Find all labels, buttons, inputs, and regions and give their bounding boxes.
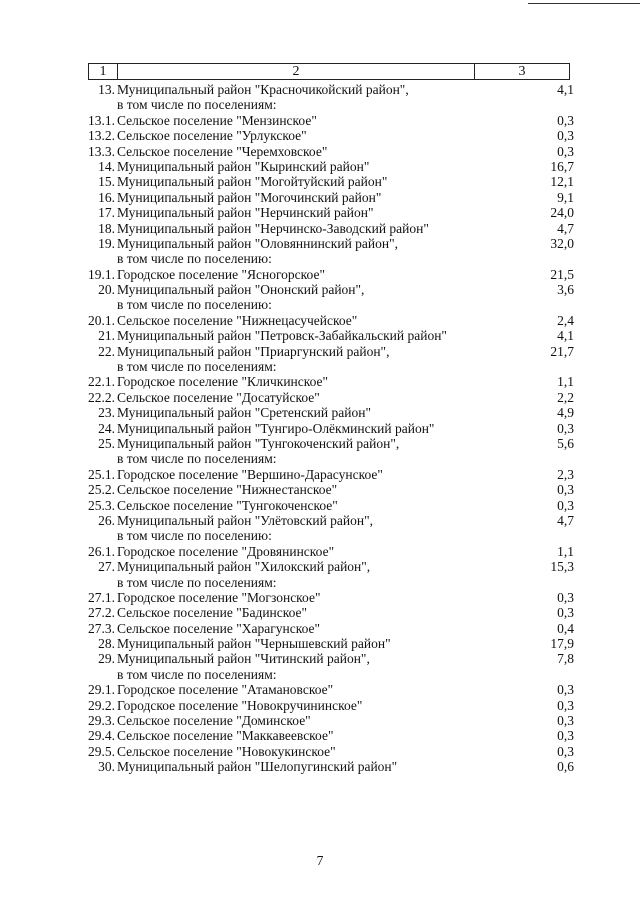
row-name: Муниципальный район "Оловяннинский район", xyxy=(117,235,399,251)
table-row xyxy=(0,421,640,436)
table-row xyxy=(0,344,640,359)
row-number: 30. xyxy=(98,759,115,775)
page-number: 7 xyxy=(316,853,324,868)
row-number: 22. xyxy=(98,343,115,359)
row-value: 16,7 xyxy=(550,158,574,174)
table-row xyxy=(0,282,640,297)
row-value: 0,3 xyxy=(557,112,574,128)
table-row xyxy=(0,759,640,774)
row-name: Муниципальный район "Сретенский район" xyxy=(117,405,371,421)
row-number: 13. xyxy=(98,82,115,97)
row-number: 21. xyxy=(98,328,115,344)
row-name: в том числе по поселениям: xyxy=(117,666,277,682)
row-value: 3,6 xyxy=(557,282,574,298)
table-row xyxy=(0,113,640,128)
row-name: в том числе по поселениям: xyxy=(117,574,277,590)
row-value: 5,6 xyxy=(557,435,574,451)
row-value: 0,3 xyxy=(557,482,574,498)
row-number: 15. xyxy=(98,174,115,190)
row-value: 17,9 xyxy=(550,636,574,652)
row-value: 1,1 xyxy=(557,543,574,559)
table-body xyxy=(0,82,640,775)
row-name: Сельское поселение "Новокукинское" xyxy=(117,743,336,759)
row-value: 2,4 xyxy=(557,312,574,328)
row-value: 4,9 xyxy=(557,405,574,421)
table-row xyxy=(0,513,640,528)
row-value: 0,3 xyxy=(557,128,574,144)
row-name: Муниципальный район "Нерчинский район" xyxy=(117,205,374,221)
top-right-rule xyxy=(528,3,640,4)
row-value: 4,7 xyxy=(557,512,574,528)
row-name: Сельское поселение "Нижнестанское" xyxy=(117,482,338,498)
table-row xyxy=(0,590,640,605)
row-value: 0,3 xyxy=(557,497,574,513)
row-name: Муниципальный район "Могочинский район" xyxy=(117,189,382,205)
table-row xyxy=(0,221,640,236)
table-row xyxy=(0,713,640,728)
row-value: 0,3 xyxy=(557,682,574,698)
table-header xyxy=(88,63,570,80)
table-row xyxy=(0,359,640,374)
row-number: 23. xyxy=(98,405,115,421)
row-name: Муниципальный район "Красночикойский район", xyxy=(117,82,409,97)
table-row xyxy=(0,636,640,651)
table-row xyxy=(0,297,640,312)
row-name: Сельское поселение "Черемховское" xyxy=(117,143,328,159)
row-value: 0,6 xyxy=(557,759,574,775)
table-row xyxy=(0,82,640,97)
table-row xyxy=(0,374,640,389)
row-number: 13.3. xyxy=(88,143,115,159)
row-number: 29.2. xyxy=(88,697,115,713)
row-value: 15,3 xyxy=(550,559,574,575)
row-value: 4,7 xyxy=(557,220,574,236)
row-number: 13.1. xyxy=(88,112,115,128)
row-name: Сельское поселение "Нижнецасучейское" xyxy=(117,312,358,328)
table-row xyxy=(0,313,640,328)
row-number: 26. xyxy=(98,512,115,528)
row-number: 29.5. xyxy=(88,743,115,759)
row-number: 29. xyxy=(98,651,115,667)
row-number: 20. xyxy=(98,282,115,298)
table-row xyxy=(0,682,640,697)
row-number: 22.1. xyxy=(88,374,115,390)
table-row xyxy=(0,482,640,497)
row-name: Муниципальный район "Кыринский район" xyxy=(117,158,370,174)
table-row xyxy=(0,544,640,559)
row-number: 25. xyxy=(98,435,115,451)
row-name: в том числе по поселению: xyxy=(117,297,272,313)
row-value: 2,2 xyxy=(557,389,574,405)
row-number: 18. xyxy=(98,220,115,236)
table-row xyxy=(0,328,640,343)
column-header-3: 3 xyxy=(518,64,526,79)
row-value: 9,1 xyxy=(557,189,574,205)
table-row xyxy=(0,559,640,574)
row-name: Городское поселение "Атамановское" xyxy=(117,682,334,698)
row-name: Муниципальный район "Читинский район", xyxy=(117,651,370,667)
row-name: Муниципальный район "Нерчинско-Заводский район" xyxy=(117,220,429,236)
table-row xyxy=(0,174,640,189)
row-value: 12,1 xyxy=(550,174,574,190)
row-value: 21,7 xyxy=(550,343,574,359)
row-number: 27. xyxy=(98,559,115,575)
table-row xyxy=(0,405,640,420)
table-row xyxy=(0,251,640,266)
table-row xyxy=(0,528,640,543)
row-name: в том числе по поселениям: xyxy=(117,359,277,375)
column-header-1: 1 xyxy=(89,64,118,79)
row-name: Городское поселение "Могзонское" xyxy=(117,589,321,605)
row-number: 27.2. xyxy=(88,605,115,621)
column-header-2: 2 xyxy=(118,64,475,79)
table-row xyxy=(0,159,640,174)
row-value: 0,3 xyxy=(557,143,574,159)
row-number: 19.1. xyxy=(88,266,115,282)
table-row xyxy=(0,667,640,682)
row-value: 0,3 xyxy=(557,605,574,621)
row-name: Муниципальный район "Приаргунский район", xyxy=(117,343,390,359)
table-row xyxy=(0,575,640,590)
row-name: Городское поселение "Дровянинское" xyxy=(117,543,335,559)
row-number: 27.3. xyxy=(88,620,115,636)
row-value: 0,3 xyxy=(557,420,574,436)
table-row xyxy=(0,236,640,251)
table-row xyxy=(0,128,640,143)
row-value: 7,8 xyxy=(557,651,574,667)
row-number: 28. xyxy=(98,636,115,652)
row-value: 2,3 xyxy=(557,466,574,482)
row-value: 0,3 xyxy=(557,697,574,713)
table-row xyxy=(0,390,640,405)
row-number: 13.2. xyxy=(88,128,115,144)
table-row xyxy=(0,651,640,666)
row-name: Сельское поселение "Тунгокоченское" xyxy=(117,497,338,513)
row-name: в том числе по поселению: xyxy=(117,251,272,267)
row-number: 29.4. xyxy=(88,728,115,744)
row-value: 0,3 xyxy=(557,743,574,759)
row-value: 4,1 xyxy=(557,82,574,97)
row-number: 29.3. xyxy=(88,713,115,729)
row-name: Сельское поселение "Харагунское" xyxy=(117,620,320,636)
row-name: Муниципальный район "Тунгиро-Олёкминский район" xyxy=(117,420,435,436)
table-row xyxy=(0,728,640,743)
row-name: Сельское поселение "Бадинское" xyxy=(117,605,308,621)
row-number: 25.3. xyxy=(88,497,115,513)
row-name: Муниципальный район "Могойтуйский район" xyxy=(117,174,388,190)
row-value: 24,0 xyxy=(550,205,574,221)
table-row xyxy=(0,621,640,636)
row-number: 14. xyxy=(98,158,115,174)
row-name: Муниципальный район "Шелопугинский район" xyxy=(117,759,398,775)
row-number: 29.1. xyxy=(88,682,115,698)
row-value: 32,0 xyxy=(550,235,574,251)
row-name: Сельское поселение "Мензинское" xyxy=(117,112,317,128)
table-row xyxy=(0,190,640,205)
row-name: в том числе по поселениям: xyxy=(117,97,277,113)
row-name: Городское поселение "Новокручининское" xyxy=(117,697,363,713)
row-number: 27.1. xyxy=(88,589,115,605)
table-row xyxy=(0,498,640,513)
table-row xyxy=(0,436,640,451)
row-name: Муниципальный район "Хилокский район", xyxy=(117,559,371,575)
table-row xyxy=(0,467,640,482)
row-name: Муниципальный район "Тунгокоченский район", xyxy=(117,435,400,451)
row-name: Городское поселение "Ясногорское" xyxy=(117,266,325,282)
row-number: 16. xyxy=(98,189,115,205)
row-name: Сельское поселение "Урлукское" xyxy=(117,128,307,144)
table-row xyxy=(0,605,640,620)
table-row xyxy=(0,144,640,159)
row-name: Муниципальный район "Чернышевский район" xyxy=(117,636,391,652)
row-name: Муниципальный район "Улётовский район", xyxy=(117,512,373,528)
row-value: 1,1 xyxy=(557,374,574,390)
row-value: 0,3 xyxy=(557,728,574,744)
row-number: 17. xyxy=(98,205,115,221)
table-row xyxy=(0,451,640,466)
table-row xyxy=(0,205,640,220)
row-name: Городское поселение "Кличкинское" xyxy=(117,374,329,390)
row-name: Городское поселение "Вершино-Дарасунское" xyxy=(117,466,383,482)
row-number: 20.1. xyxy=(88,312,115,328)
row-number: 24. xyxy=(98,420,115,436)
row-name: Сельское поселение "Доминское" xyxy=(117,713,311,729)
row-number: 25.2. xyxy=(88,482,115,498)
table-row xyxy=(0,744,640,759)
row-value: 21,5 xyxy=(550,266,574,282)
table-row xyxy=(0,97,640,112)
row-name: в том числе по поселению: xyxy=(117,528,272,544)
row-number: 25.1. xyxy=(88,466,115,482)
table-row xyxy=(0,267,640,282)
row-value: 4,1 xyxy=(557,328,574,344)
table-row xyxy=(0,698,640,713)
row-value: 0,3 xyxy=(557,713,574,729)
row-name: Муниципальный район "Ононский район", xyxy=(117,282,365,298)
row-number: 19. xyxy=(98,235,115,251)
row-name: Сельское поселение "Досатуйское" xyxy=(117,389,320,405)
row-value: 0,4 xyxy=(557,620,574,636)
row-name: в том числе по поселениям: xyxy=(117,451,277,467)
row-number: 26.1. xyxy=(88,543,115,559)
row-value: 0,3 xyxy=(557,589,574,605)
row-number: 22.2. xyxy=(88,389,115,405)
row-name: Сельское поселение "Маккавеевское" xyxy=(117,728,334,744)
row-name: Муниципальный район "Петровск-Забайкальский район" xyxy=(117,328,447,344)
